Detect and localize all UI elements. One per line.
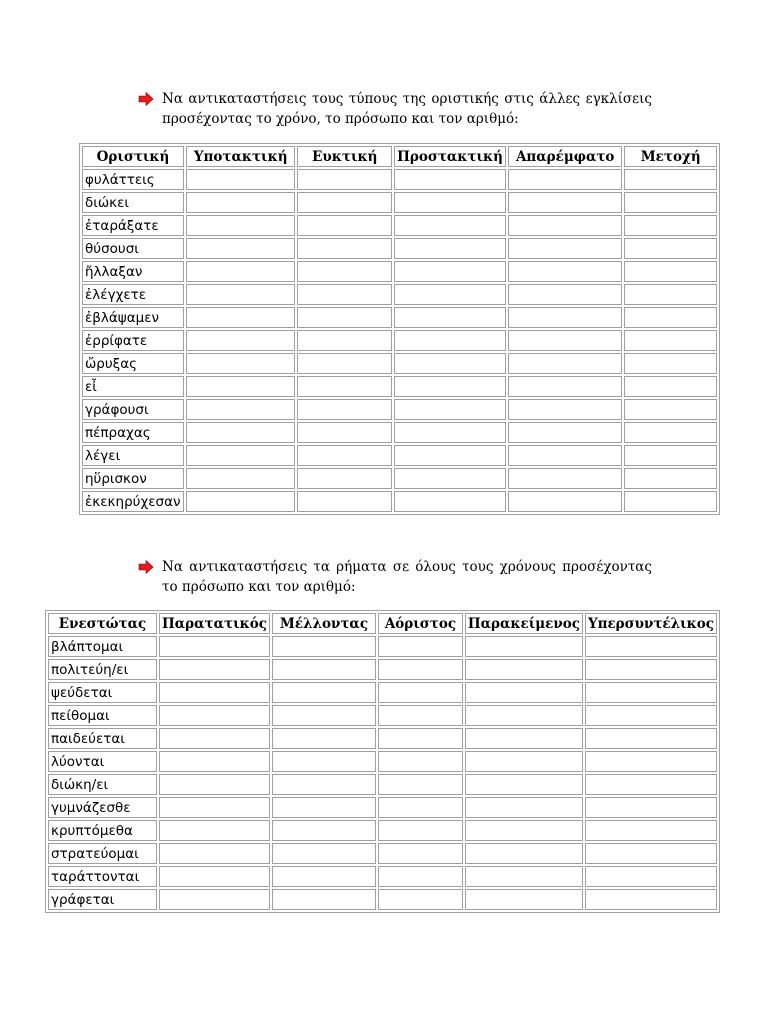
answer-cell[interactable]: [624, 491, 717, 512]
answer-cell[interactable]: [465, 682, 583, 703]
answer-cell[interactable]: [297, 169, 392, 190]
table-row: [82, 169, 717, 190]
answer-cell[interactable]: [508, 330, 622, 351]
answer-cell[interactable]: [465, 774, 583, 795]
verb-cell: ἤλλαξαν: [82, 261, 184, 282]
answer-cell[interactable]: [159, 889, 270, 910]
answer-cell[interactable]: [272, 751, 376, 772]
table-row: [48, 682, 717, 703]
red-arrow-icon: [138, 92, 154, 106]
answer-cell[interactable]: [465, 705, 583, 726]
answer-cell[interactable]: [186, 169, 295, 190]
exercise2-instruction-text: Να αντικαταστήσεις τα ρήματα σε όλους τους χρόνους προσέχοντας το πρόσωπο και τον αριθμό:: [162, 559, 652, 595]
table-row: [82, 376, 717, 397]
answer-cell[interactable]: [297, 491, 392, 512]
answer-cell[interactable]: [465, 866, 583, 887]
answer-cell[interactable]: [465, 797, 583, 818]
table-row: [82, 284, 717, 305]
answer-cell[interactable]: [186, 307, 295, 328]
answer-cell[interactable]: [186, 491, 295, 512]
answer-cell[interactable]: [465, 820, 583, 841]
answer-cell[interactable]: [159, 659, 270, 680]
answer-cell[interactable]: [394, 330, 506, 351]
exercise2-table: [45, 610, 720, 913]
answer-cell[interactable]: [624, 445, 717, 466]
verb-cell: στρατεύομαι: [48, 843, 157, 864]
answer-cell[interactable]: [297, 468, 392, 489]
answer-cell[interactable]: [394, 284, 506, 305]
answer-cell[interactable]: [508, 261, 622, 282]
table-row: [48, 774, 717, 795]
answer-cell[interactable]: [378, 728, 463, 749]
answer-cell[interactable]: [378, 659, 463, 680]
answer-cell[interactable]: [624, 169, 717, 190]
answer-cell[interactable]: [624, 399, 717, 420]
answer-cell[interactable]: [159, 636, 270, 657]
answer-cell[interactable]: [624, 192, 717, 213]
answer-cell[interactable]: [378, 820, 463, 841]
verb-cell: πέπραχας: [82, 422, 184, 443]
answer-cell[interactable]: [585, 843, 717, 864]
verb-cell: ἐλέγχετε: [82, 284, 184, 305]
red-arrow-icon: [138, 560, 154, 574]
table-row: [82, 192, 717, 213]
table-row: [82, 238, 717, 259]
answer-cell[interactable]: [378, 843, 463, 864]
exercise1-column-header: Μετοχή: [624, 146, 717, 167]
answer-cell[interactable]: [624, 238, 717, 259]
answer-cell[interactable]: [394, 353, 506, 374]
answer-cell[interactable]: [297, 376, 392, 397]
answer-cell[interactable]: [297, 261, 392, 282]
answer-cell[interactable]: [394, 215, 506, 236]
answer-cell[interactable]: [297, 215, 392, 236]
answer-cell[interactable]: [159, 820, 270, 841]
answer-cell[interactable]: [394, 192, 506, 213]
verb-cell: γράφεται: [48, 889, 157, 910]
table-row: [48, 728, 717, 749]
verb-cell: φυλάττεις: [82, 169, 184, 190]
exercise1-column-header: Απαρέμφατο: [508, 146, 622, 167]
answer-cell[interactable]: [272, 843, 376, 864]
table-row: [82, 399, 717, 420]
answer-cell[interactable]: [378, 797, 463, 818]
answer-cell[interactable]: [297, 284, 392, 305]
answer-cell[interactable]: [272, 774, 376, 795]
answer-cell[interactable]: [272, 636, 376, 657]
table-row: [48, 843, 717, 864]
answer-cell[interactable]: [186, 330, 295, 351]
answer-cell[interactable]: [465, 751, 583, 772]
exercise2-column-header: Αόριστος: [378, 613, 463, 634]
answer-cell[interactable]: [465, 728, 583, 749]
answer-cell[interactable]: [272, 889, 376, 910]
verb-cell: ψεύδεται: [48, 682, 157, 703]
answer-cell[interactable]: [394, 491, 506, 512]
answer-cell[interactable]: [159, 866, 270, 887]
answer-cell[interactable]: [585, 682, 717, 703]
exercise1-instruction-text: Να αντικαταστήσεις τους τύπους της οριστικής στις άλλες εγκλίσεις προσέχοντας το χρόνο, το πρόσωπο και τον αριθμό:: [162, 91, 652, 127]
answer-cell[interactable]: [186, 353, 295, 374]
answer-cell[interactable]: [159, 751, 270, 772]
answer-cell[interactable]: [585, 728, 717, 749]
answer-cell[interactable]: [585, 820, 717, 841]
answer-cell[interactable]: [508, 491, 622, 512]
answer-cell[interactable]: [585, 889, 717, 910]
answer-cell[interactable]: [508, 169, 622, 190]
answer-cell[interactable]: [585, 659, 717, 680]
answer-cell[interactable]: [272, 820, 376, 841]
answer-cell[interactable]: [585, 797, 717, 818]
exercise1-column-header: Υποτακτική: [186, 146, 295, 167]
answer-cell[interactable]: [465, 889, 583, 910]
verb-cell: ηὕρισκον: [82, 468, 184, 489]
table-row: [82, 468, 717, 489]
answer-cell[interactable]: [186, 399, 295, 420]
answer-cell[interactable]: [159, 682, 270, 703]
answer-cell[interactable]: [508, 238, 622, 259]
answer-cell[interactable]: [394, 307, 506, 328]
table-row: [48, 820, 717, 841]
verb-cell: γυμνάζεσθε: [48, 797, 157, 818]
table-row: [48, 636, 717, 657]
answer-cell[interactable]: [624, 284, 717, 305]
answer-cell[interactable]: [394, 238, 506, 259]
verb-cell: βλάπτομαι: [48, 636, 157, 657]
answer-cell[interactable]: [272, 797, 376, 818]
table-row: [82, 422, 717, 443]
answer-cell[interactable]: [624, 330, 717, 351]
answer-cell[interactable]: [585, 866, 717, 887]
verb-cell: ἐκεκηρύχεσαν: [82, 491, 184, 512]
answer-cell[interactable]: [272, 866, 376, 887]
exercise1-table: [79, 143, 720, 515]
answer-cell[interactable]: [186, 445, 295, 466]
answer-cell[interactable]: [159, 705, 270, 726]
answer-cell[interactable]: [297, 399, 392, 420]
answer-cell[interactable]: [508, 215, 622, 236]
verb-cell: ἐβλάψαμεν: [82, 307, 184, 328]
table-row: [48, 797, 717, 818]
answer-cell[interactable]: [297, 422, 392, 443]
answer-cell[interactable]: [585, 751, 717, 772]
verb-cell: θύσουσι: [82, 238, 184, 259]
answer-cell[interactable]: [186, 192, 295, 213]
table-row: [48, 705, 717, 726]
verb-cell: ἐρρίφατε: [82, 330, 184, 351]
answer-cell[interactable]: [508, 353, 622, 374]
verb-cell: πολιτεύη/ει: [48, 659, 157, 680]
answer-cell[interactable]: [378, 705, 463, 726]
table-row: [48, 751, 717, 772]
answer-cell[interactable]: [378, 889, 463, 910]
answer-cell[interactable]: [624, 353, 717, 374]
exercise1-column-header: Ευκτική: [297, 146, 392, 167]
answer-cell[interactable]: [394, 169, 506, 190]
answer-cell[interactable]: [186, 376, 295, 397]
answer-cell[interactable]: [272, 659, 376, 680]
exercise2-column-header: Ενεστώτας: [48, 613, 157, 634]
exercise2-header-row: [48, 613, 717, 634]
answer-cell[interactable]: [624, 261, 717, 282]
exercise1-instruction: [138, 89, 652, 129]
answer-cell[interactable]: [297, 238, 392, 259]
table-row: [48, 866, 717, 887]
answer-cell[interactable]: [378, 751, 463, 772]
verb-cell: ὤρυξας: [82, 353, 184, 374]
exercise2-column-header: Παρατατικός: [159, 613, 270, 634]
verb-cell: παιδεύεται: [48, 728, 157, 749]
answer-cell[interactable]: [624, 215, 717, 236]
verb-cell: γράφουσι: [82, 399, 184, 420]
verb-cell: ταράττονται: [48, 866, 157, 887]
answer-cell[interactable]: [624, 468, 717, 489]
answer-cell[interactable]: [378, 636, 463, 657]
answer-cell[interactable]: [297, 192, 392, 213]
answer-cell[interactable]: [624, 376, 717, 397]
answer-cell[interactable]: [186, 468, 295, 489]
answer-cell[interactable]: [297, 353, 392, 374]
exercise2-instruction: [138, 557, 652, 597]
answer-cell[interactable]: [394, 422, 506, 443]
answer-cell[interactable]: [394, 445, 506, 466]
table-row: [82, 307, 717, 328]
exercise1-header-row: [82, 146, 717, 167]
exercise1-column-header: Προστακτική: [394, 146, 506, 167]
answer-cell[interactable]: [508, 399, 622, 420]
answer-cell[interactable]: [159, 843, 270, 864]
answer-cell[interactable]: [508, 376, 622, 397]
answer-cell[interactable]: [159, 728, 270, 749]
answer-cell[interactable]: [394, 261, 506, 282]
answer-cell[interactable]: [378, 866, 463, 887]
answer-cell[interactable]: [186, 261, 295, 282]
answer-cell[interactable]: [272, 682, 376, 703]
answer-cell[interactable]: [297, 307, 392, 328]
exercise2-column-header: Μέλλοντας: [272, 613, 376, 634]
table-row: [48, 659, 717, 680]
verb-cell: ἐταράξατε: [82, 215, 184, 236]
exercise2-column-header: Υπερσυντέλικος: [585, 613, 717, 634]
table-row: [82, 215, 717, 236]
answer-cell[interactable]: [508, 445, 622, 466]
verb-cell: κρυπτόμεθα: [48, 820, 157, 841]
answer-cell[interactable]: [585, 774, 717, 795]
exercise2-column-header: Παρακείμενος: [465, 613, 583, 634]
answer-cell[interactable]: [297, 445, 392, 466]
answer-cell[interactable]: [508, 284, 622, 305]
answer-cell[interactable]: [508, 192, 622, 213]
answer-cell[interactable]: [159, 797, 270, 818]
verb-cell: διώκη/ει: [48, 774, 157, 795]
answer-cell[interactable]: [378, 682, 463, 703]
answer-cell[interactable]: [394, 399, 506, 420]
answer-cell[interactable]: [394, 376, 506, 397]
answer-cell[interactable]: [508, 307, 622, 328]
answer-cell[interactable]: [508, 468, 622, 489]
answer-cell[interactable]: [186, 215, 295, 236]
table-row: [82, 491, 717, 512]
answer-cell[interactable]: [394, 468, 506, 489]
answer-cell[interactable]: [624, 307, 717, 328]
answer-cell[interactable]: [159, 774, 270, 795]
verb-cell: λέγει: [82, 445, 184, 466]
verb-cell: λύονται: [48, 751, 157, 772]
verb-cell: πείθομαι: [48, 705, 157, 726]
table-row: [82, 261, 717, 282]
table-row: [82, 353, 717, 374]
exercise1-column-header: Οριστική: [82, 146, 184, 167]
answer-cell[interactable]: [624, 422, 717, 443]
verb-cell: διώκει: [82, 192, 184, 213]
answer-cell[interactable]: [465, 659, 583, 680]
answer-cell[interactable]: [272, 728, 376, 749]
table-row: [48, 889, 717, 910]
answer-cell[interactable]: [508, 422, 622, 443]
table-row: [82, 445, 717, 466]
answer-cell[interactable]: [378, 774, 463, 795]
answer-cell[interactable]: [272, 705, 376, 726]
verb-cell: εἶ: [82, 376, 184, 397]
table-row: [82, 330, 717, 351]
answer-cell[interactable]: [585, 705, 717, 726]
answer-cell[interactable]: [186, 238, 295, 259]
answer-cell[interactable]: [465, 636, 583, 657]
answer-cell[interactable]: [297, 330, 392, 351]
answer-cell[interactable]: [186, 422, 295, 443]
answer-cell[interactable]: [585, 636, 717, 657]
answer-cell[interactable]: [186, 284, 295, 305]
answer-cell[interactable]: [465, 843, 583, 864]
